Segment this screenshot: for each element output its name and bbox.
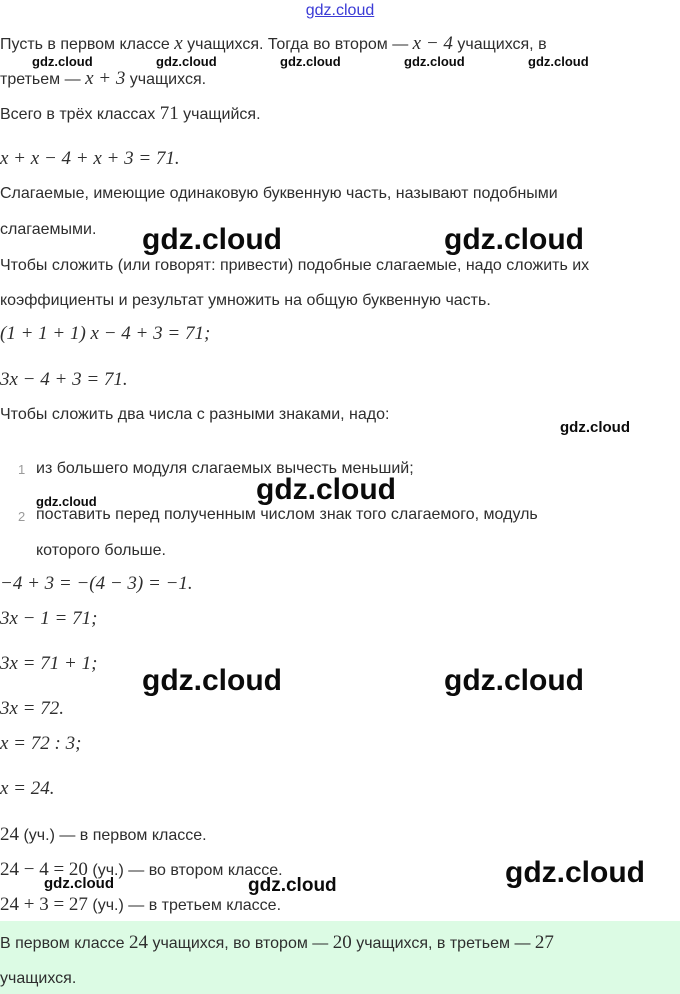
equation-3: 3x − 4 + 3 = 71.: [0, 369, 128, 390]
result-first-class: [0, 824, 207, 846]
equation-8: x = 72 : 3;: [0, 733, 82, 754]
equation-6: 3x = 71 + 1;: [0, 653, 98, 674]
text: учащихся, во втором —: [152, 935, 329, 952]
equation-9: x = 24.: [0, 778, 55, 799]
watermark: gdz.cloud: [142, 664, 282, 697]
watermark: gdz.cloud: [248, 875, 337, 896]
result-second-class: [0, 859, 283, 881]
rule-line-2: коэффициенты и результат умножить на общую буквенную часть.: [0, 292, 491, 309]
equation-5: 3x − 1 = 71;: [0, 608, 98, 629]
watermark: gdz.cloud: [444, 223, 584, 256]
text: (уч.) — в первом классе.: [23, 827, 207, 844]
number: 71: [159, 103, 179, 124]
number: 20: [332, 932, 352, 953]
sign-rule-line: Чтобы сложить два числа с разными знаками, надо:: [0, 406, 390, 423]
rule-line-1: Чтобы сложить (или говорят: привести) подобные слагаемые, надо сложить их: [0, 257, 590, 274]
text: В первом классе: [0, 935, 125, 952]
text: Пусть в первом классе: [0, 36, 170, 53]
watermark: gdz.cloud: [444, 664, 584, 697]
site-link[interactable]: gdz.cloud: [305, 2, 375, 19]
list-item-number: 2: [18, 509, 26, 524]
number: 27: [534, 932, 554, 953]
number: 24: [129, 932, 149, 953]
list-item-number: 1: [18, 462, 26, 477]
text: (уч.) — в третьем классе.: [92, 897, 282, 914]
text: учащихся, в третьем —: [356, 935, 531, 952]
result-third-class: [0, 894, 281, 916]
watermark: gdz.cloud: [142, 223, 282, 256]
watermark: gdz.cloud: [528, 54, 589, 69]
number: 24: [0, 824, 19, 845]
text: учащихся.: [129, 71, 207, 88]
total-line: [0, 103, 261, 125]
text: Всего в трёх классах: [0, 106, 156, 123]
answer-line-2: учащихся.: [0, 970, 77, 987]
text: третьем —: [0, 71, 81, 88]
watermark: gdz.cloud: [32, 54, 93, 69]
text: учащийся.: [183, 106, 261, 123]
intro-line-2: [0, 68, 206, 90]
watermark: gdz.cloud: [560, 419, 630, 436]
watermark: gdz.cloud: [156, 54, 217, 69]
text: учащихся. Тогда во втором —: [187, 36, 409, 53]
list-item-continuation: которого больше.: [36, 542, 166, 559]
expression: 24 + 3 = 27: [0, 894, 88, 915]
list-item: поставить перед полученным числом знак того слагаемого, модуль: [36, 506, 538, 523]
expression: x + 3: [85, 68, 126, 89]
watermark: gdz.cloud: [404, 54, 465, 69]
text: учащихся, в: [457, 36, 547, 53]
watermark: gdz.cloud: [256, 473, 396, 506]
answer-line-1: [0, 932, 554, 954]
watermark: gdz.cloud: [280, 54, 341, 69]
variable: x: [174, 33, 183, 54]
watermark: gdz.cloud: [44, 875, 114, 892]
watermark: gdz.cloud: [505, 856, 645, 889]
expression: x − 4: [412, 33, 453, 54]
definition-line-2: слагаемыми.: [0, 221, 97, 238]
definition-line-1: Слагаемые, имеющие одинаковую буквенную часть, называют подобными: [0, 185, 558, 202]
equation-4: −4 + 3 = −(4 − 3) = −1.: [0, 573, 193, 594]
intro-line-1: [0, 33, 547, 55]
watermark: gdz.cloud: [36, 494, 97, 509]
list-item: из большего модуля слагаемых вычесть меньший;: [36, 460, 414, 477]
equation-1: x + x − 4 + x + 3 = 71.: [0, 148, 180, 169]
text: (уч.) — во втором классе.: [92, 862, 283, 879]
equation-7: 3x = 72.: [0, 698, 65, 719]
equation-2: (1 + 1 + 1) x − 4 + 3 = 71;: [0, 323, 211, 344]
expression: 24 − 4 = 20: [0, 859, 88, 880]
